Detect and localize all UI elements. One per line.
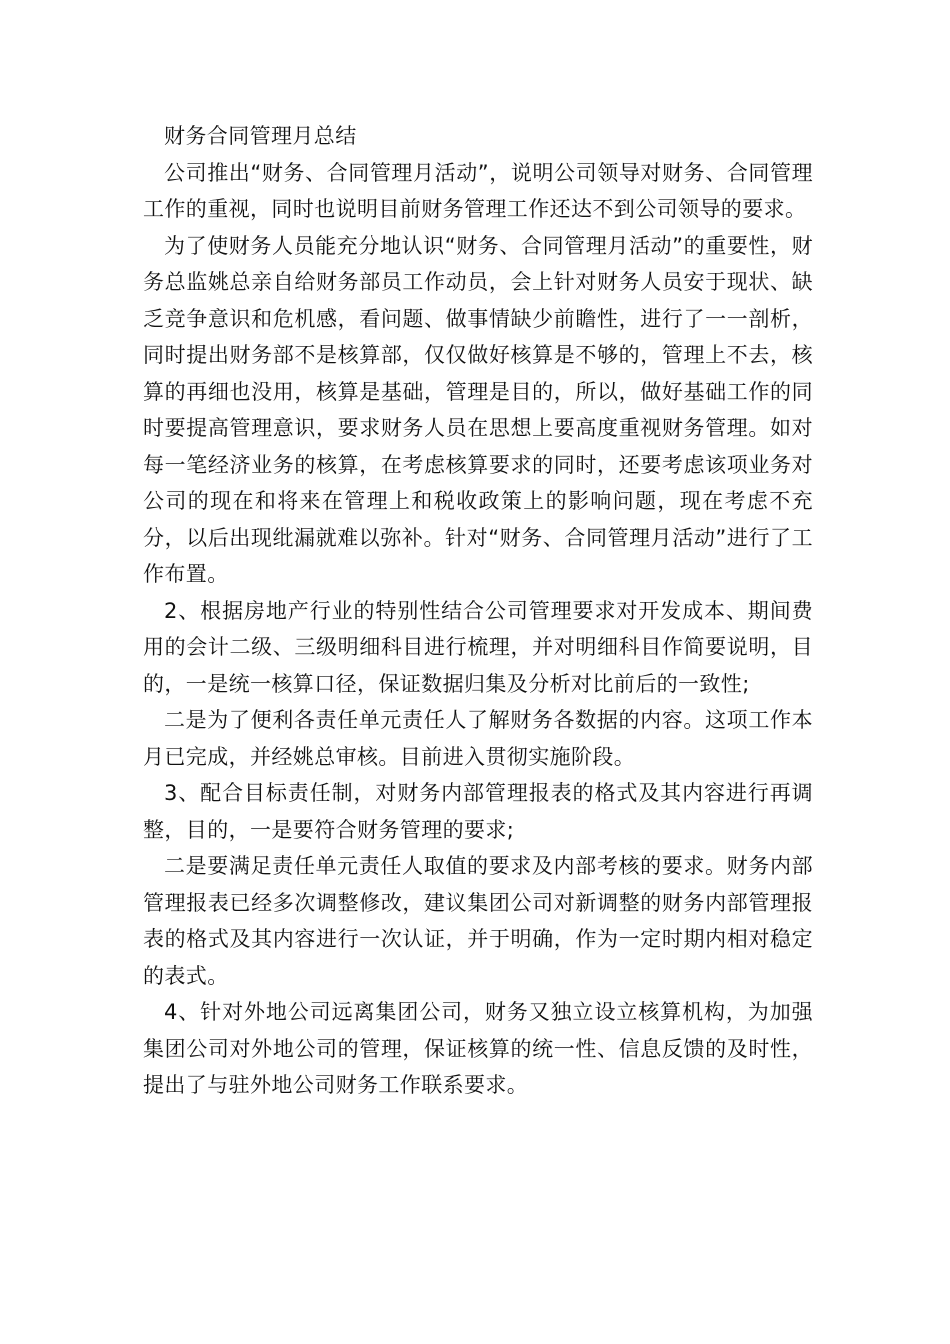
paragraph-item-2: 2、根据房地产行业的特别性结合公司管理要求对开发成本、期间费用的会计二级、三级明细科目进行梳理，并对明细科目作简要说明，目的，一是统一核算口径，保证数据归集及分析对比前后的一致性; [143,598,813,696]
document-body [143,118,813,1104]
paragraph-item-4: 4、针对外地公司远离集团公司，财务又独立设立核算机构，为加强集团公司对外地公司的管理，保证核算的统一性、信息反馈的及时性，提出了与驻外地公司财务工作联系要求。 [143,1000,813,1097]
paragraph-item-3: 3、配合目标责任制，对财务内部管理报表的格式及其内容进行再调整，目的，一是要符合财务管理的要求; [143,781,813,842]
paragraph-item-3-cont: 二是要满足责任单元责任人取值的要求及内部考核的要求。财务内部管理报表已经多次调整修改，建议集团公司对新调整的财务内部管理报表的格式及其内容进行一次认证，并于明确，作为一定时期内相对稳定的表式。 [143,854,813,988]
document-title: 财务合同管理月总结 [164,124,357,148]
paragraph-mobilization: 为了使财务人员能充分地认识“财务、合同管理月活动”的重要性，财务总监姚总亲自给财务部员工作动员，会上针对财务人员安于现状、缺乏竞争意识和危机感，看问题、做事情缺少前瞻性，进行了一一剖析，同时提出财务部不是核算部，仅仅做好核算是不够的，管理上不去，核算的再细也没用，核算是基础，管理是目的，所以，做好基础工作的同时要提高管理意识，要求财务人员在思想上要高度重视财务管理。如对每一笔经济业务的核算，在考虑核算要求的同时，还要考虑该项业务对公司的现在和将来在管理上和税收政策上的影响问题，现在考虑不充分，以后出现纰漏就难以弥补。针对“财务、合同管理月活动”进行了工作布置。 [143,233,813,586]
paragraph-item-2-cont: 二是为了便利各责任单元责任人了解财务各数据的内容。这项工作本月已完成，并经姚总审核。目前进入贯彻实施阶段。 [143,708,813,769]
paragraph-intro: 公司推出“财务、合同管理月活动”，说明公司领导对财务、合同管理工作的重视，同时也说明目前财务管理工作还达不到公司领导的要求。 [143,160,813,221]
